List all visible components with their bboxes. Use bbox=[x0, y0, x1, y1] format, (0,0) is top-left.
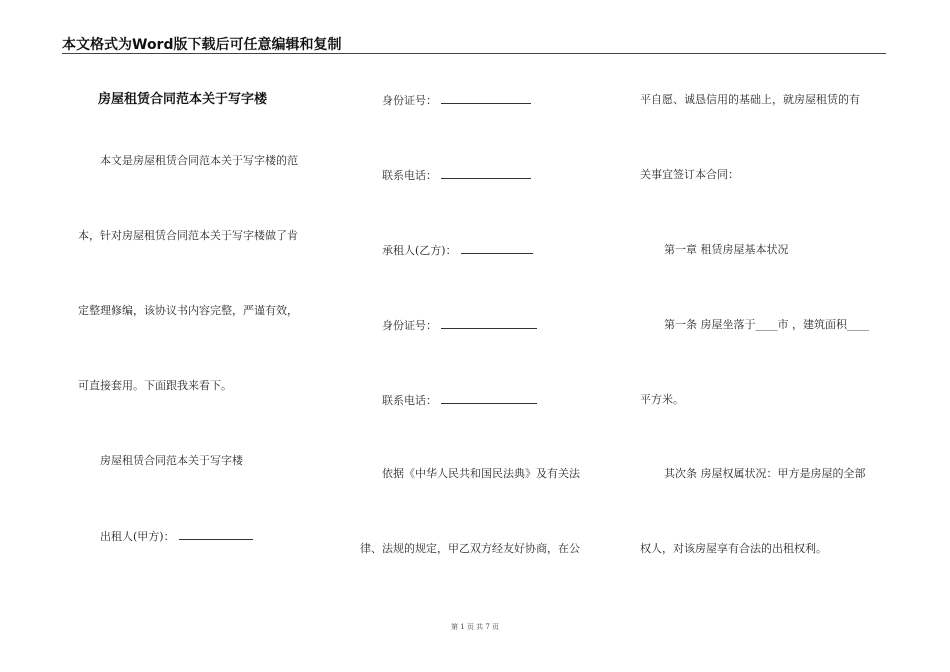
article-2-line: 其次条 房屋权属状况：甲方是房屋的全部 bbox=[664, 467, 866, 480]
lessor-phone-field bbox=[382, 168, 531, 183]
lessee-phone-blank bbox=[441, 393, 537, 404]
lessee-blank bbox=[461, 243, 533, 254]
lessee-id-field bbox=[382, 318, 537, 333]
lessee-phone-label: 联系电话： bbox=[382, 394, 437, 407]
intro-line-4: 可直接套用。下面跟我来看下。 bbox=[78, 379, 232, 392]
document-title: 房屋租赁合同范本关于写字楼 bbox=[98, 92, 268, 107]
lessor-id-field bbox=[382, 93, 531, 108]
lessor-id-label: 身份证号： bbox=[382, 94, 437, 107]
page-number: 第 1 页 共 7 页 bbox=[450, 623, 500, 631]
lessor-phone-label: 联系电话： bbox=[382, 169, 437, 182]
clause-line-1: 平自愿、诚恳信用的基础上，就房屋租赁的有 bbox=[640, 93, 860, 106]
lessor-field bbox=[100, 529, 253, 544]
article-1-line: 第一条 房屋坐落于____市 ，建筑面积____ bbox=[664, 318, 869, 331]
lessee-id-label: 身份证号： bbox=[382, 319, 437, 332]
clause-line-2: 关事宜签订本合同： bbox=[640, 168, 739, 181]
lessee-id-blank bbox=[441, 318, 537, 329]
lessor-label: 出租人(甲方)： bbox=[100, 530, 175, 543]
article-1-continuation: 平方米。 bbox=[640, 393, 684, 406]
lessee-phone-field bbox=[382, 393, 537, 408]
lessee-field bbox=[382, 243, 533, 258]
basis-line-1: 依据《中华人民共和国民法典》及有关法 bbox=[382, 467, 580, 480]
intro-line-2: 本，针对房屋租赁合同范本关于写字楼做了肯 bbox=[78, 229, 298, 242]
lessee-label: 承租人(乙方)： bbox=[382, 244, 457, 257]
lessor-blank bbox=[179, 529, 253, 540]
subtitle-line: 房屋租赁合同范本关于写字楼 bbox=[100, 454, 243, 467]
intro-line-3: 定整理修编，该协议书内容完整，严谨有效， bbox=[78, 304, 298, 317]
basis-line-2: 律、法规的规定，甲乙双方经友好协商，在公 bbox=[360, 542, 580, 555]
chapter-heading: 第一章 租赁房屋基本状况 bbox=[664, 243, 789, 256]
intro-line-1: 本文是房屋租赁合同范本关于写字楼的范 bbox=[100, 154, 298, 167]
lessor-phone-blank bbox=[441, 168, 531, 179]
lessor-id-blank bbox=[441, 93, 531, 104]
article-2-continuation: 权人，对该房屋享有合法的出租权利。 bbox=[640, 542, 827, 555]
document-header: 本文格式为Word版下载后可任意编辑和复制 bbox=[62, 37, 342, 53]
header-divider bbox=[62, 53, 886, 54]
